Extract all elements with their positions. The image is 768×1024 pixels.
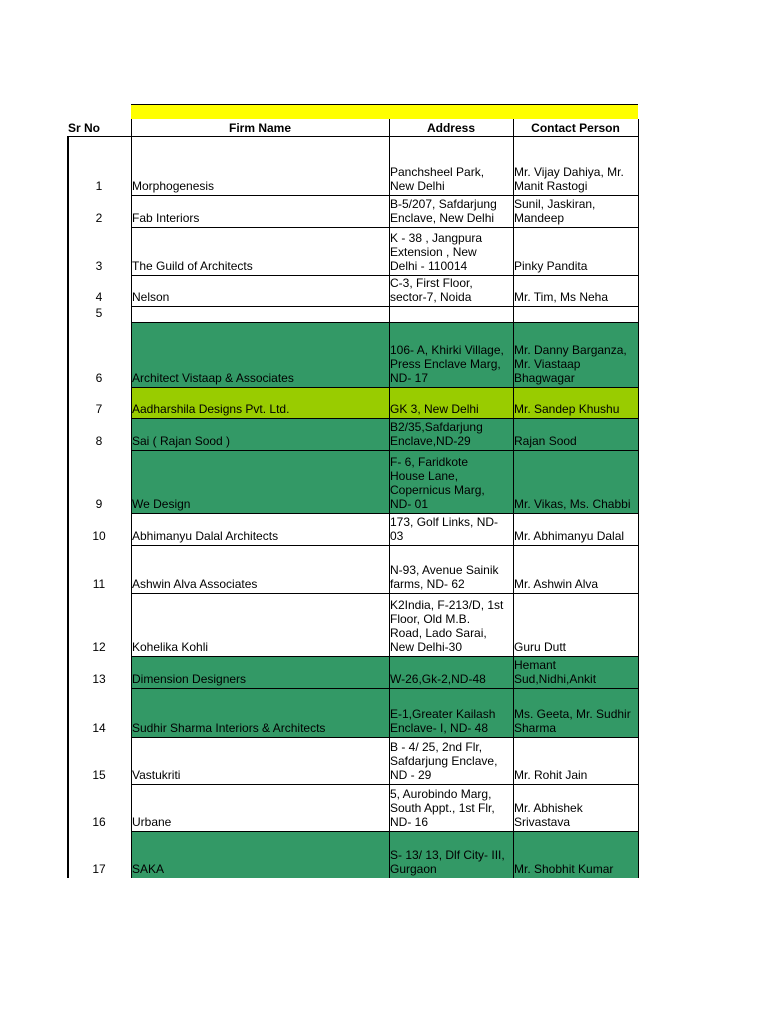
row-5-sr-no xyxy=(67,306,131,320)
cell-line: S- 13/ 13, Dlf City- III, xyxy=(390,848,505,862)
cell-line: Fab Interiors xyxy=(132,211,200,225)
cell-line: sector-7, Noida xyxy=(390,290,472,304)
cell-line: Sharma xyxy=(514,721,557,735)
cell-line: 5 xyxy=(95,306,103,320)
row-7-contact xyxy=(513,402,638,416)
cell-line: K2India, F-213/D, 1st xyxy=(390,598,504,612)
row-6-contact xyxy=(513,343,638,385)
row-9-address xyxy=(389,455,513,511)
row-4-contact xyxy=(513,290,638,304)
cell-line: 13 xyxy=(92,672,106,686)
cell-line: Road, Lado Sarai, xyxy=(390,626,487,640)
cell-line: Mr. Sandep Khushu xyxy=(514,402,620,416)
row-8-firm xyxy=(131,434,389,448)
cell-line: ND- 01 xyxy=(390,497,429,511)
row-1-firm xyxy=(131,179,389,193)
row-divider xyxy=(131,513,638,514)
row-6-sr-no xyxy=(67,371,131,385)
row-12-address xyxy=(389,598,513,654)
cell-line: 6 xyxy=(95,371,103,385)
row-8-contact xyxy=(513,434,638,448)
row-divider xyxy=(131,450,638,451)
cell-line: Mr. Viastaap xyxy=(514,357,581,371)
cell-line: Abhimanyu Dalal Architects xyxy=(132,529,279,543)
cell-line: Srivastava xyxy=(514,815,571,829)
row-14-address xyxy=(389,707,513,735)
cell-line: GK 3, New Delhi xyxy=(390,402,479,416)
cell-line: Hemant xyxy=(514,658,557,672)
cell-line: 15 xyxy=(92,768,106,782)
cell-line: Dimension Designers xyxy=(132,672,247,686)
cell-line: farms, ND- 62 xyxy=(390,577,465,591)
cell-line: E-1,Greater Kailash xyxy=(390,707,496,721)
cell-line: Vastukriti xyxy=(132,768,181,782)
cell-line: W-26,Gk-2,ND-48 xyxy=(390,672,486,686)
row-11-firm xyxy=(131,577,389,591)
cell-line: B - 4/ 25, 2nd Flr, xyxy=(390,740,483,754)
row-16-sr-no xyxy=(67,815,131,829)
row-divider xyxy=(131,784,638,785)
cell-line: New Delhi-30 xyxy=(390,640,463,654)
cell-line: B-5/207, Safdarjung xyxy=(390,197,497,211)
header-yellow-bar xyxy=(131,104,638,119)
cell-line: Morphogenesis xyxy=(132,179,215,193)
cell-line: Extension , New xyxy=(390,245,477,259)
row-divider xyxy=(131,831,638,832)
header-firm-name: Firm Name xyxy=(131,119,389,137)
row-9-contact xyxy=(513,497,638,511)
row-11-contact xyxy=(513,577,638,591)
cell-line: 16 xyxy=(92,815,106,829)
column-divider xyxy=(389,119,390,878)
cell-line: Guru Dutt xyxy=(514,640,567,654)
cell-line: Mr. Shobhit Kumar xyxy=(514,862,614,876)
cell-line: SAKA xyxy=(132,862,165,876)
cell-line: ND - 29 xyxy=(390,768,432,782)
row-17-firm xyxy=(131,862,389,876)
row-7-sr-no xyxy=(67,402,131,416)
cell-line: N-93, Avenue Sainik xyxy=(390,563,499,577)
cell-line: 7 xyxy=(95,402,103,416)
row-16-firm xyxy=(131,815,389,829)
row-divider xyxy=(131,418,638,419)
cell-line: Mr. Danny Barganza, xyxy=(514,343,627,357)
row-7-address xyxy=(389,402,513,416)
cell-line: Mr. Abhishek xyxy=(514,801,583,815)
cell-line: 14 xyxy=(92,721,106,735)
cell-line: Sunil, Jaskiran, xyxy=(514,197,596,211)
cell-line: Kohelika Kohli xyxy=(132,640,209,654)
row-divider xyxy=(131,656,638,657)
cell-line: Mr. Vijay Dahiya, Mr. xyxy=(514,165,624,179)
cell-line: Sud,Nidhi,Ankit xyxy=(514,672,597,686)
row-13-sr-no xyxy=(67,672,131,686)
cell-line: Manit Rastogi xyxy=(514,179,588,193)
row-10-sr-no xyxy=(67,529,131,543)
row-8-sr-no xyxy=(67,434,131,448)
column-divider xyxy=(131,119,132,878)
cell-line: Mr. Rohit Jain xyxy=(514,768,588,782)
row-divider xyxy=(131,227,638,228)
row-1-sr-no xyxy=(67,179,131,193)
cell-line: Mr. Vikas, Ms. Chabbi xyxy=(514,497,631,511)
row-divider xyxy=(131,275,638,276)
row-17-address xyxy=(389,848,513,876)
row-15-address xyxy=(389,740,513,782)
row-7-firm xyxy=(131,402,389,416)
row-2-address xyxy=(389,197,513,225)
row-16-address xyxy=(389,787,513,829)
cell-line: 17 xyxy=(92,862,106,876)
cell-line: Panchsheel Park, xyxy=(390,165,485,179)
row-14-firm xyxy=(131,721,389,735)
row-15-sr-no xyxy=(67,768,131,782)
cell-line: F- 6, Faridkote xyxy=(390,455,469,469)
cell-line: Enclave- I, ND- 48 xyxy=(390,721,489,735)
row-divider xyxy=(131,322,638,323)
cell-line: Press Enclave Marg, xyxy=(390,357,501,371)
cell-line: Urbane xyxy=(132,815,172,829)
row-10-contact xyxy=(513,529,638,543)
row-17-sr-no xyxy=(67,862,131,876)
header-sr-no: Sr No xyxy=(67,119,131,137)
row-2-firm xyxy=(131,211,389,225)
cell-line: Rajan Sood xyxy=(514,434,577,448)
cell-line: House Lane, xyxy=(390,469,459,483)
row-12-sr-no xyxy=(67,640,131,654)
row-divider xyxy=(131,195,638,196)
cell-line: 03 xyxy=(390,529,404,543)
row-4-firm xyxy=(131,290,389,304)
row-3-firm xyxy=(131,259,389,273)
row-divider xyxy=(131,688,638,689)
row-2-sr-no xyxy=(67,211,131,225)
cell-line: Mr. Ashwin Alva xyxy=(514,577,599,591)
cell-line: South Appt., 1st Flr, xyxy=(390,801,495,815)
row-3-address xyxy=(389,231,513,273)
row-11-sr-no xyxy=(67,577,131,591)
row-6-address xyxy=(389,343,513,385)
cell-line: Aadharshila Designs Pvt. Ltd. xyxy=(132,402,290,416)
row-divider xyxy=(131,137,638,138)
row-3-contact xyxy=(513,259,638,273)
row-13-firm xyxy=(131,672,389,686)
cell-line: K - 38 , Jangpura xyxy=(390,231,483,245)
row-13-contact xyxy=(513,658,638,686)
row-12-firm xyxy=(131,640,389,654)
cell-line: New Delhi xyxy=(390,179,445,193)
row-10-address xyxy=(389,515,513,543)
cell-line: The Guild of Architects xyxy=(132,259,253,273)
cell-line: We Design xyxy=(132,497,191,511)
cell-line: Nelson xyxy=(132,290,170,304)
cell-line: 4 xyxy=(95,290,103,304)
header-address: Address xyxy=(389,119,513,137)
row-divider xyxy=(131,737,638,738)
row-15-firm xyxy=(131,768,389,782)
row-divider xyxy=(131,545,638,546)
row-12-contact xyxy=(513,640,638,654)
row-3-sr-no xyxy=(67,259,131,273)
cell-line: Floor, Old M.B. xyxy=(390,612,471,626)
row-13-address xyxy=(389,672,513,686)
row-6-firm xyxy=(131,371,389,385)
cell-line: Sai ( Rajan Sood ) xyxy=(132,434,231,448)
header-contact-person: Contact Person xyxy=(513,119,638,137)
row-9-sr-no xyxy=(67,497,131,511)
row-11-address xyxy=(389,563,513,591)
cell-line: B2/35,Safdarjung xyxy=(390,420,483,434)
row-14-contact xyxy=(513,707,638,735)
cell-line: 8 xyxy=(95,434,103,448)
cell-line: 5, Aurobindo Marg, xyxy=(390,787,492,801)
cell-line: 11 xyxy=(92,577,106,591)
cell-line: Safdarjung Enclave, xyxy=(390,754,498,768)
row-9-firm xyxy=(131,497,389,511)
cell-line: 12 xyxy=(92,640,106,654)
row-1-address xyxy=(389,165,513,193)
column-divider xyxy=(67,137,69,878)
cell-line: Pinky Pandita xyxy=(514,259,588,273)
cell-line: Enclave,ND-29 xyxy=(390,434,471,448)
cell-line: Mandeep xyxy=(514,211,565,225)
cell-line: 1 xyxy=(95,179,103,193)
cell-line: 2 xyxy=(95,211,103,225)
cell-line: Sudhir Sharma Interiors & Architects xyxy=(132,721,326,735)
row-2-contact xyxy=(513,197,638,225)
row-17-contact xyxy=(513,862,638,876)
row-fill xyxy=(131,306,638,322)
cell-line: Delhi - 110014 xyxy=(390,259,468,273)
cell-line: 106- A, Khirki Village, xyxy=(390,343,504,357)
row-14-sr-no xyxy=(67,721,131,735)
row-4-sr-no xyxy=(67,290,131,304)
cell-line: 10 xyxy=(92,529,106,543)
cell-line: 3 xyxy=(95,259,103,273)
row-16-contact xyxy=(513,801,638,829)
cell-line: Ashwin Alva Associates xyxy=(132,577,258,591)
column-divider xyxy=(513,119,514,878)
row-divider xyxy=(131,593,638,594)
row-4-address xyxy=(389,276,513,304)
cell-line: 173, Golf Links, ND- xyxy=(390,515,499,529)
cell-line: Gurgaon xyxy=(390,862,437,876)
cell-line: 9 xyxy=(95,497,103,511)
cell-line: Enclave, New Delhi xyxy=(390,211,495,225)
cell-line: Mr. Abhimanyu Dalal xyxy=(514,529,625,543)
cell-line: Ms. Geeta, Mr. Sudhir xyxy=(514,707,631,721)
row-10-firm xyxy=(131,529,389,543)
cell-line: ND- 17 xyxy=(390,371,429,385)
row-8-address xyxy=(389,420,513,448)
cell-line: ND- 16 xyxy=(390,815,429,829)
row-1-contact xyxy=(513,165,638,193)
row-15-contact xyxy=(513,768,638,782)
cell-line: Copernicus Marg, xyxy=(390,483,485,497)
cell-line: Mr. Tim, Ms Neha xyxy=(514,290,609,304)
row-divider xyxy=(131,387,638,388)
cell-line: C-3, First Floor, xyxy=(390,276,473,290)
column-divider xyxy=(638,119,639,878)
cell-line: Architect Vistaap & Associates xyxy=(132,371,294,385)
row-divider xyxy=(131,306,638,307)
cell-line: Bhagwagar xyxy=(514,371,575,385)
